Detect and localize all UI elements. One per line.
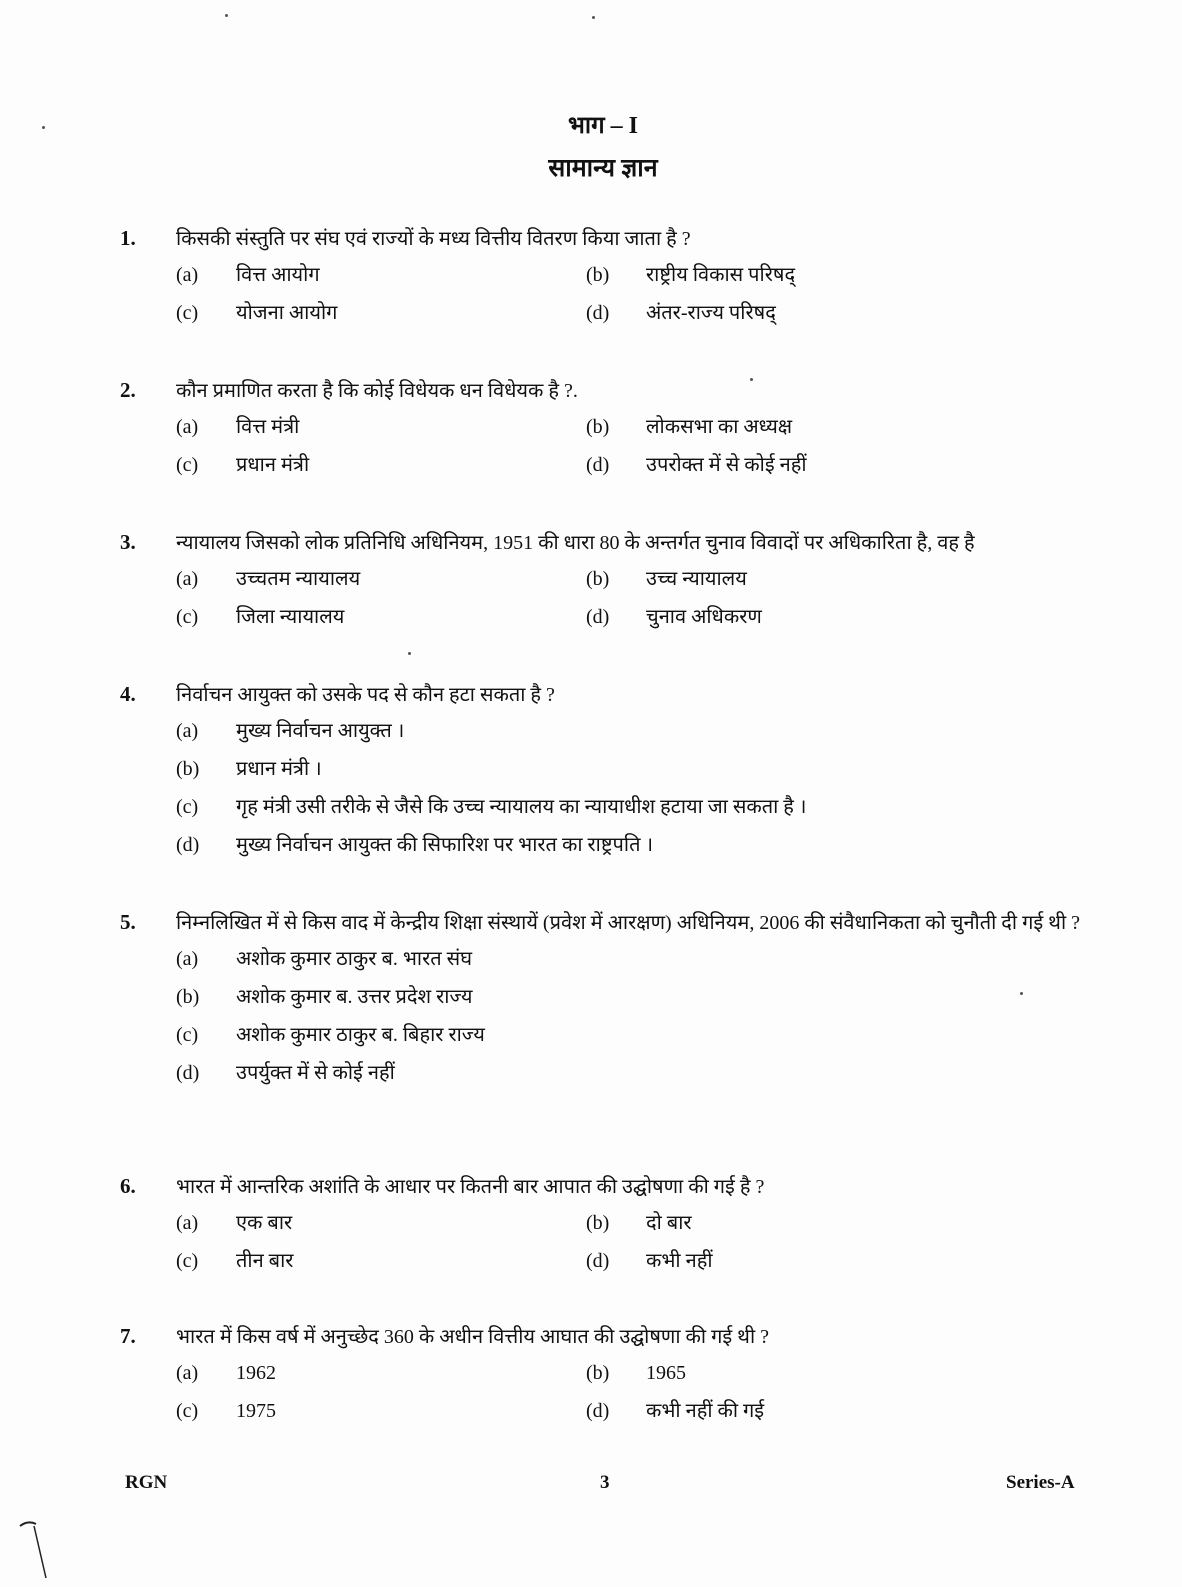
option-text: कभी नहीं <box>646 1250 713 1272</box>
question-number: 6. <box>120 1174 136 1198</box>
options <box>176 412 1110 480</box>
question-text: भारत में किस वर्ष में अनुच्छेद 360 के अधीन वित्तीय आघात की उद्घोषणा की गई थी ? <box>176 1326 769 1348</box>
option-b[interactable] <box>586 260 996 290</box>
option-a[interactable] <box>176 944 1110 974</box>
option-label: (c) <box>176 1250 199 1272</box>
scan-speck <box>1020 992 1023 995</box>
options <box>176 944 1110 1088</box>
options <box>176 260 1110 328</box>
option-text: 1975 <box>236 1400 276 1422</box>
question-1 <box>120 224 1110 328</box>
option-text: उच्चतम न्यायालय <box>236 568 361 590</box>
scan-speck <box>42 126 45 129</box>
option-label: (b) <box>176 758 200 780</box>
options <box>176 1358 1110 1426</box>
option-a[interactable] <box>176 1208 586 1238</box>
option-d[interactable] <box>586 1396 996 1426</box>
option-text: अशोक कुमार ठाकुर ब. बिहार राज्य <box>236 1024 485 1046</box>
question-number: 2. <box>120 378 136 402</box>
option-a[interactable] <box>176 260 586 290</box>
option-a[interactable] <box>176 564 586 594</box>
option-label: (b) <box>586 1212 610 1234</box>
option-text: कभी नहीं की गई <box>646 1400 765 1422</box>
question-6 <box>120 1172 1110 1276</box>
option-label: (c) <box>176 1024 199 1046</box>
question-5 <box>120 908 1110 1088</box>
option-text: लोकसभा का अध्यक्ष <box>646 416 793 438</box>
option-c[interactable] <box>176 602 586 632</box>
question-text: कौन प्रमाणित करता है कि कोई विधेयक धन विधेयक है ?. <box>176 380 578 402</box>
option-label: (c) <box>176 606 199 628</box>
option-text: वित्त आयोग <box>236 264 320 286</box>
option-d[interactable] <box>176 1058 1110 1088</box>
section-heading: सामान्य ज्ञान <box>548 155 658 182</box>
option-a[interactable] <box>176 716 1110 746</box>
option-label: (a) <box>176 948 199 970</box>
scan-mark-icon <box>18 1520 58 1580</box>
part-heading: भाग – I <box>568 113 638 139</box>
options <box>176 564 1110 632</box>
option-a[interactable] <box>176 412 586 442</box>
question-text: किसकी संस्तुति पर संघ एवं राज्यों के मध्य वित्तीय वितरण किया जाता है ? <box>176 228 691 250</box>
option-b[interactable] <box>176 982 1110 1012</box>
option-label: (c) <box>176 796 199 818</box>
question-number: 1. <box>120 226 136 250</box>
option-label: (b) <box>176 986 200 1008</box>
option-text: उच्च न्यायालय <box>646 568 747 590</box>
question-text: न्यायालय जिसको लोक प्रतिनिधि अधिनियम, 1951 की धारा 80 के अन्तर्गत चुनाव विवादों पर अधिकारिता है, वह है <box>176 532 975 554</box>
option-text: तीन बार <box>236 1250 294 1272</box>
option-text: मुख्य निर्वाचन आयुक्त की सिफारिश पर भारत का राष्ट्रपति । <box>236 834 654 856</box>
option-text: 1962 <box>236 1362 276 1384</box>
option-text: अंतर-राज्य परिषद् <box>646 302 776 324</box>
option-label: (d) <box>176 1062 200 1084</box>
option-text: चुनाव अधिकरण <box>646 606 762 628</box>
option-label: (a) <box>176 416 199 438</box>
option-label: (d) <box>586 1250 610 1272</box>
options <box>176 1208 1110 1276</box>
option-text: 1965 <box>646 1362 686 1384</box>
option-text: प्रधान मंत्री । <box>236 758 322 780</box>
option-label: (d) <box>586 302 610 324</box>
option-b[interactable] <box>586 1208 996 1238</box>
option-text: अशोक कुमार ठाकुर ब. भारत संघ <box>236 948 473 970</box>
option-label: (c) <box>176 454 199 476</box>
question-text: निर्वाचन आयुक्त को उसके पद से कौन हटा सकता है ? <box>176 684 555 706</box>
option-label: (d) <box>586 454 610 476</box>
option-label: (c) <box>176 1400 199 1422</box>
option-text: राष्ट्रीय विकास परिषद् <box>646 264 796 286</box>
question-number: 4. <box>120 682 136 706</box>
option-label: (c) <box>176 302 199 324</box>
option-text: प्रधान मंत्री <box>236 454 310 476</box>
scan-speck <box>750 378 753 381</box>
option-c[interactable] <box>176 450 586 480</box>
option-label: (b) <box>586 416 610 438</box>
question-3 <box>120 528 1110 632</box>
option-label: (a) <box>176 1362 199 1384</box>
option-label: (a) <box>176 1212 199 1234</box>
option-d[interactable] <box>586 298 996 328</box>
option-text: योजना आयोग <box>236 302 338 324</box>
option-label: (a) <box>176 720 199 742</box>
question-text: निम्नलिखित में से किस वाद में केन्द्रीय शिक्षा संस्थायें (प्रवेश में आरक्षण) अधिनियम, 2006 की संवैधानिकता को चुनौती दी गई थी ? <box>176 912 1081 934</box>
option-label: (d) <box>176 834 200 856</box>
options <box>176 716 1110 860</box>
question-number: 3. <box>120 530 136 554</box>
scan-speck <box>592 16 595 19</box>
option-text: गृह मंत्री उसी तरीके से जैसे कि उच्च न्यायालय का न्यायाधीश हटाया जा सकता है । <box>236 796 807 818</box>
option-d[interactable] <box>586 1246 996 1276</box>
option-text: उपरोक्त में से कोई नहीं <box>646 454 807 476</box>
option-c[interactable] <box>176 1020 1110 1050</box>
option-text: वित्त मंत्री <box>236 416 300 438</box>
option-c[interactable] <box>176 792 1110 822</box>
option-d[interactable] <box>586 450 996 480</box>
option-b[interactable] <box>586 412 996 442</box>
option-text: एक बार <box>236 1212 293 1234</box>
page-number: 3 <box>600 1472 610 1493</box>
option-text: अशोक कुमार ब. उत्तर प्रदेश राज्य <box>236 986 473 1008</box>
scan-speck <box>225 14 228 17</box>
option-text: दो बार <box>646 1212 692 1234</box>
question-number: 7. <box>120 1324 136 1348</box>
option-b[interactable] <box>176 754 1110 784</box>
option-c[interactable] <box>176 298 586 328</box>
question-text: भारत में आन्तरिक अशांति के आधार पर कितनी बार आपात की उद्घोषणा की गई है ? <box>176 1176 765 1198</box>
option-b[interactable] <box>586 1358 996 1388</box>
question-number: 5. <box>120 910 136 934</box>
option-b[interactable] <box>586 564 996 594</box>
option-c[interactable] <box>176 1396 586 1426</box>
option-a[interactable] <box>176 1358 586 1388</box>
question-4 <box>120 680 1110 860</box>
option-label: (d) <box>586 1400 610 1422</box>
paper-code: RGN <box>125 1472 168 1493</box>
option-label: (a) <box>176 568 199 590</box>
option-label: (d) <box>586 606 610 628</box>
option-c[interactable] <box>176 1246 586 1276</box>
option-d[interactable] <box>176 830 1110 860</box>
option-label: (a) <box>176 264 199 286</box>
option-label: (b) <box>586 264 610 286</box>
question-7 <box>120 1322 1110 1426</box>
question-2 <box>120 376 1110 480</box>
scan-speck <box>408 652 411 655</box>
option-text: उपर्युक्त में से कोई नहीं <box>236 1062 395 1084</box>
option-label: (b) <box>586 1362 610 1384</box>
option-text: जिला न्यायालय <box>236 606 345 628</box>
option-d[interactable] <box>586 602 996 632</box>
series-label: Series-A <box>1006 1472 1075 1493</box>
option-label: (b) <box>586 568 610 590</box>
option-text: मुख्य निर्वाचन आयुक्त । <box>236 720 405 742</box>
